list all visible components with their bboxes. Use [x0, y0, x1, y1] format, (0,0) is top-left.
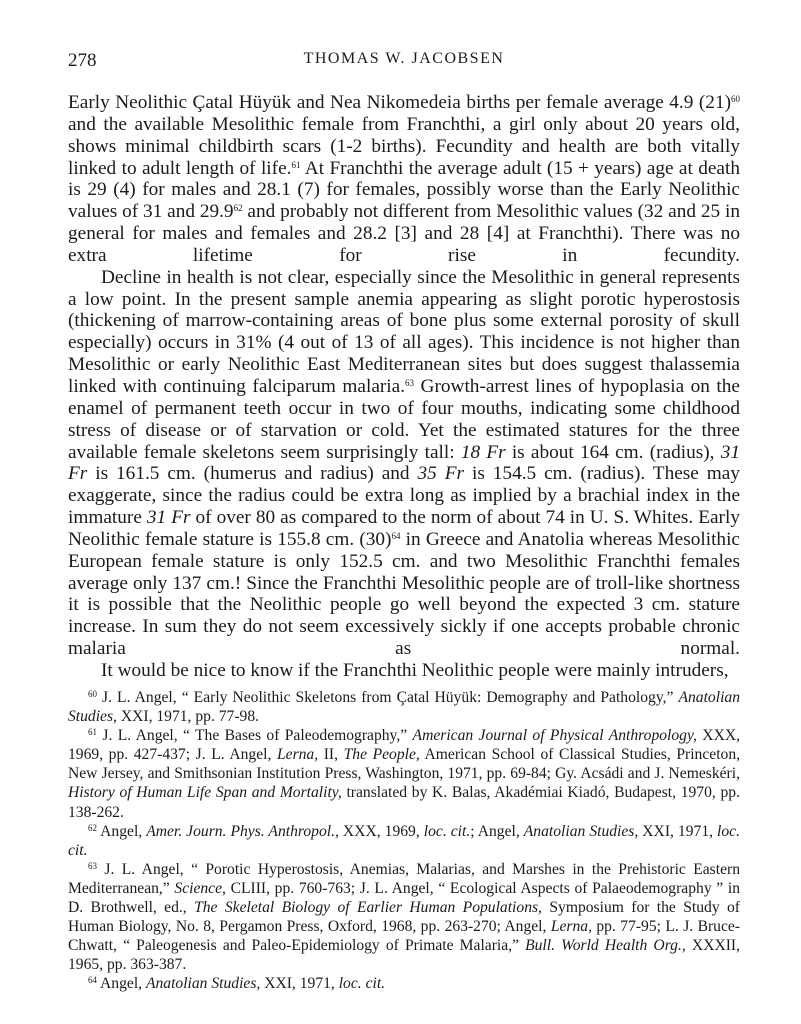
footnote-ref-60: 60 [731, 94, 740, 104]
footnote-60: $^{60}$ J. L. Angel, “ Early Neolithic Skeletons from Çatal Hüyük: Demography and Pathology,” Anatolian Studies, XXI, 1971, pp. 77-98. [68, 689, 740, 726]
paragraph-3: It would be nice to know if the Franchthi Neolithic people were mainly intruders, [101, 659, 729, 681]
page-header [68, 50, 740, 76]
footnote-ref-61: 61 [291, 159, 301, 170]
footnotes [68, 688, 740, 994]
footnote-ref-62: 62 [233, 203, 243, 214]
body-text [68, 92, 740, 682]
footnote-ref-63: 63 [405, 377, 415, 388]
footnote-ref-64: 64 [391, 530, 401, 541]
paragraph-2: Decline in health is not clear, especially since the Mesolithic in general represents a low point. In the present sample anemia appearing as slight porotic hyperostosis (thickening of marrow-containing areas of bone plus some external porosity of skull especially) occurs in 31% (4 out of 13 of all ages). This incidence is not higher than Mesolithic or early Neolithic East Mediterranean sites but does suggest thalassemia linked with continuing falciparum malaria.$^{63}$ Growth-arrest lines of hypoplasia on the enamel of permanent teeth occur in two of four mouths, indicating some childhood stress of disease or of starvation or cold. Yet the estimated statures for the three available female skeletons seem surprisingly tall: 18 Fr is about 164 cm. (radius), 31 Fr is 161.5 cm. (humerus and radius) and 35 Fr is 154.5 cm. (radius). These may exaggerate, since the radius could be extra long as implied by a brachial index in the immature 31 Fr of over 80 as compared to the norm of about 74 in U. S. Whites. Early Neolithic female stature is 155.8 cm. $(30)^{64}$ in Greece and Anatolia whereas Mesolithic European female stature is only 152.5 cm. and two Mesolithic Franchthi females average only 137 cm.! Since the Franchthi Mesolithic people are of troll-like shortness it is possible that the Neolithic people go well beyond the expected 3 cm. stature increase. In sum they do not seem excessively sickly if one accepts probable chronic malaria as normal. [68, 266, 740, 660]
footnote-63: $^{63}$ J. L. Angel, “ Porotic Hyperostosis, Anemias, Malarias, and Marshes in the Prehistoric Eastern Mediterranean,” Science, CLIII, pp. 760-763; J. L. Angel, “ Ecological Aspects of Palaeodemography ” in D. Brothwell, ed., The Skeletal Biology of Earlier Human Populations, Symposium for the Study of Human Biology, No. 8, Pergamon Press, Oxford, 1968, pp. 263-270; Angel, Lerna, pp. 77-95; L. J. Bruce-Chwatt, “ Paleogenesis and Paleo-Epidemiology of Primate Malaria,” Bull. World Health Org., XXXII, 1965, pp. 363-387. [68, 860, 740, 974]
paragraph-1: Early Neolithic Çatal Hüyük and Nea Nikomedeia births per female average 4.9 $(21)^{60}$ and the available Mesolithic female from Franchthi, a girl only about 20 years old, shows minimal childbirth scars (1-2 births). Fecundity and health are both vitally linked to adult length of life.$^{61}$ At Franchthi the average adult (15 + years) age at death is 29 (4) for males and 28.1 (7) for females, possibly worse than the Early Neolithic values of 31 and 29.9$^{62}$ and probably not different from Mesolithic values (32 and 25 in general for males and females and 28.2 [3] and 28 [4] at Franchthi). There was no extra lifetime for rise in fecundity. [68, 92, 740, 266]
footnote-62: $^{62}$ Angel, Amer. Journ. Phys. Anthropol., XXX, 1969, loc. cit.; Angel, Anatolian Studies, XXI, 1971, loc. cit. [68, 822, 740, 859]
footnote-61: $^{61}$ J. L. Angel, “ The Bases of Paleodemography,” American Journal of Physical Anthropology, XXX, 1969, pp. 427-437; J. L. Angel, Lerna, II, The People, American School of Classical Studies, Princeton, New Jersey, and Smithsonian Institution Press, Washington, 1971, pp. 69-84; Gy. Acsádi and J. Nemeskéri, History of Human Life Span and Mortality, translated by K. Balas, Akadémiai Kiadó, Budapest, 1970, pp. 138-262. [68, 727, 741, 821]
page-number: 278 [68, 50, 97, 71]
footnote-64: $^{64}$ Angel, Anatolian Studies, XXI, 1971, loc. cit. [88, 975, 386, 993]
running-head: THOMAS W. JACOBSEN [303, 50, 505, 67]
